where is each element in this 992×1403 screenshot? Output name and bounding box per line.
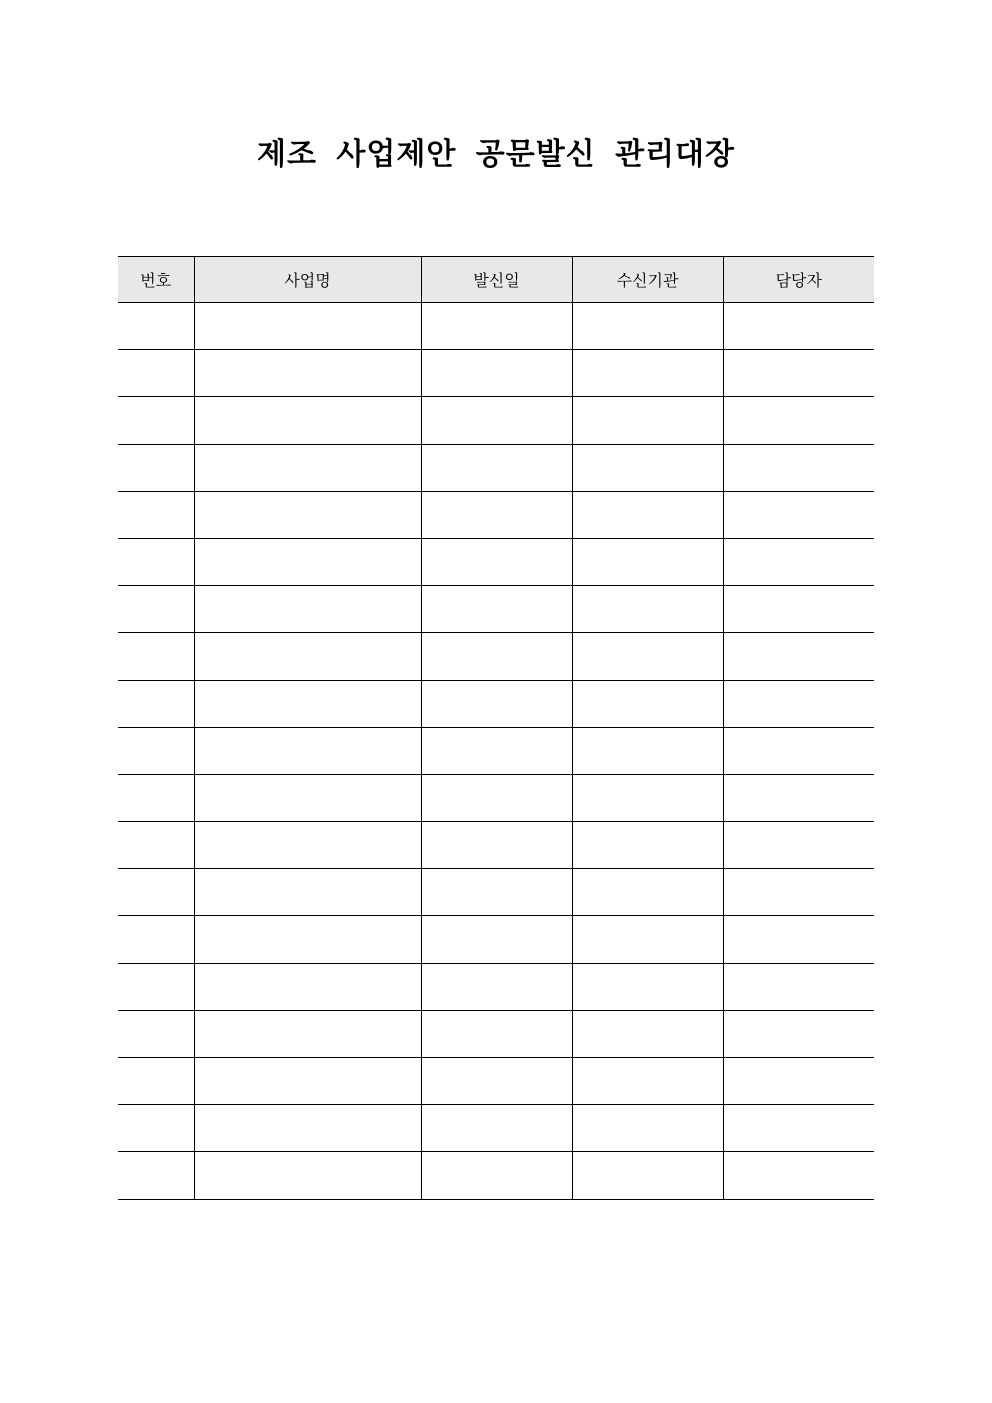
- cell-person-in-charge[interactable]: [723, 633, 874, 680]
- cell-sent-date[interactable]: [421, 727, 572, 774]
- header-recipient-agency: 수신기관: [572, 257, 723, 303]
- cell-number[interactable]: [118, 491, 194, 538]
- cell-number[interactable]: [118, 1058, 194, 1105]
- table-row: [118, 538, 874, 585]
- cell-recipient-agency[interactable]: [572, 538, 723, 585]
- cell-number[interactable]: [118, 397, 194, 444]
- cell-number[interactable]: [118, 1105, 194, 1152]
- cell-person-in-charge[interactable]: [723, 538, 874, 585]
- cell-sent-date[interactable]: [421, 586, 572, 633]
- cell-recipient-agency[interactable]: [572, 727, 723, 774]
- table-row: [118, 586, 874, 633]
- cell-project-name[interactable]: [194, 774, 421, 821]
- cell-sent-date[interactable]: [421, 397, 572, 444]
- cell-project-name[interactable]: [194, 397, 421, 444]
- table-row: [118, 774, 874, 821]
- cell-number[interactable]: [118, 727, 194, 774]
- cell-person-in-charge[interactable]: [723, 963, 874, 1010]
- cell-sent-date[interactable]: [421, 1010, 572, 1057]
- ledger-body: [118, 303, 874, 1200]
- cell-recipient-agency[interactable]: [572, 1152, 723, 1199]
- cell-number[interactable]: [118, 822, 194, 869]
- table-row: [118, 303, 874, 350]
- cell-project-name[interactable]: [194, 680, 421, 727]
- cell-number[interactable]: [118, 1152, 194, 1199]
- cell-project-name[interactable]: [194, 633, 421, 680]
- cell-project-name[interactable]: [194, 727, 421, 774]
- cell-number[interactable]: [118, 633, 194, 680]
- table-row: [118, 1152, 874, 1199]
- cell-project-name[interactable]: [194, 491, 421, 538]
- table-row: [118, 680, 874, 727]
- cell-recipient-agency[interactable]: [572, 916, 723, 963]
- cell-sent-date[interactable]: [421, 633, 572, 680]
- cell-project-name[interactable]: [194, 303, 421, 350]
- cell-sent-date[interactable]: [421, 869, 572, 916]
- table-header-row: [118, 257, 874, 303]
- cell-sent-date[interactable]: [421, 1152, 572, 1199]
- cell-number[interactable]: [118, 444, 194, 491]
- cell-recipient-agency[interactable]: [572, 1010, 723, 1057]
- table-row: [118, 491, 874, 538]
- cell-sent-date[interactable]: [421, 1058, 572, 1105]
- cell-recipient-agency[interactable]: [572, 444, 723, 491]
- table-row: [118, 822, 874, 869]
- cell-sent-date[interactable]: [421, 822, 572, 869]
- cell-number[interactable]: [118, 538, 194, 585]
- cell-person-in-charge[interactable]: [723, 1058, 874, 1105]
- table-row: [118, 916, 874, 963]
- cell-person-in-charge[interactable]: [723, 444, 874, 491]
- cell-person-in-charge[interactable]: [723, 727, 874, 774]
- table-row: [118, 397, 874, 444]
- cell-person-in-charge[interactable]: [723, 350, 874, 397]
- header-project-name: 사업명: [194, 257, 421, 303]
- cell-person-in-charge[interactable]: [723, 491, 874, 538]
- cell-project-name[interactable]: [194, 1058, 421, 1105]
- cell-person-in-charge[interactable]: [723, 774, 874, 821]
- cell-project-name[interactable]: [194, 538, 421, 585]
- cell-recipient-agency[interactable]: [572, 350, 723, 397]
- cell-recipient-agency[interactable]: [572, 586, 723, 633]
- cell-person-in-charge[interactable]: [723, 680, 874, 727]
- cell-project-name[interactable]: [194, 350, 421, 397]
- cell-person-in-charge[interactable]: [723, 869, 874, 916]
- cell-project-name[interactable]: [194, 1105, 421, 1152]
- cell-number[interactable]: [118, 303, 194, 350]
- cell-sent-date[interactable]: [421, 444, 572, 491]
- cell-sent-date[interactable]: [421, 680, 572, 727]
- table-row: [118, 727, 874, 774]
- cell-number[interactable]: [118, 1010, 194, 1057]
- table-row: [118, 350, 874, 397]
- header-number: 번호: [118, 257, 194, 303]
- cell-number[interactable]: [118, 680, 194, 727]
- cell-person-in-charge[interactable]: [723, 1105, 874, 1152]
- table-row: [118, 444, 874, 491]
- cell-number[interactable]: [118, 869, 194, 916]
- cell-sent-date[interactable]: [421, 303, 572, 350]
- cell-recipient-agency[interactable]: [572, 680, 723, 727]
- cell-recipient-agency[interactable]: [572, 822, 723, 869]
- table-row: [118, 869, 874, 916]
- cell-project-name[interactable]: [194, 586, 421, 633]
- cell-recipient-agency[interactable]: [572, 1058, 723, 1105]
- cell-recipient-agency[interactable]: [572, 774, 723, 821]
- cell-project-name[interactable]: [194, 1152, 421, 1199]
- cell-person-in-charge[interactable]: [723, 586, 874, 633]
- page-title: 제조 사업제안 공문발신 관리대장: [256, 137, 736, 172]
- cell-project-name[interactable]: [194, 963, 421, 1010]
- cell-person-in-charge[interactable]: [723, 1010, 874, 1057]
- cell-person-in-charge[interactable]: [723, 1152, 874, 1199]
- cell-number[interactable]: [118, 916, 194, 963]
- ledger-table: [118, 256, 874, 1200]
- header-sent-date: 발신일: [421, 257, 572, 303]
- cell-sent-date[interactable]: [421, 963, 572, 1010]
- cell-number[interactable]: [118, 350, 194, 397]
- cell-person-in-charge[interactable]: [723, 916, 874, 963]
- cell-project-name[interactable]: [194, 444, 421, 491]
- cell-sent-date[interactable]: [421, 350, 572, 397]
- cell-recipient-agency[interactable]: [572, 303, 723, 350]
- cell-sent-date[interactable]: [421, 1105, 572, 1152]
- table-row: [118, 1105, 874, 1152]
- cell-recipient-agency[interactable]: [572, 633, 723, 680]
- cell-sent-date[interactable]: [421, 774, 572, 821]
- cell-project-name[interactable]: [194, 1010, 421, 1057]
- table-row: [118, 963, 874, 1010]
- table-row: [118, 633, 874, 680]
- cell-project-name[interactable]: [194, 916, 421, 963]
- cell-person-in-charge[interactable]: [723, 397, 874, 444]
- cell-sent-date[interactable]: [421, 491, 572, 538]
- cell-number[interactable]: [118, 774, 194, 821]
- header-person-in-charge: 담당자: [723, 257, 874, 303]
- cell-recipient-agency[interactable]: [572, 963, 723, 1010]
- cell-project-name[interactable]: [194, 869, 421, 916]
- table-row: [118, 1058, 874, 1105]
- cell-recipient-agency[interactable]: [572, 869, 723, 916]
- cell-number[interactable]: [118, 963, 194, 1010]
- cell-number[interactable]: [118, 586, 194, 633]
- cell-recipient-agency[interactable]: [572, 397, 723, 444]
- cell-person-in-charge[interactable]: [723, 822, 874, 869]
- cell-sent-date[interactable]: [421, 916, 572, 963]
- cell-recipient-agency[interactable]: [572, 491, 723, 538]
- cell-person-in-charge[interactable]: [723, 303, 874, 350]
- cell-project-name[interactable]: [194, 822, 421, 869]
- table-row: [118, 1010, 874, 1057]
- cell-sent-date[interactable]: [421, 538, 572, 585]
- cell-recipient-agency[interactable]: [572, 1105, 723, 1152]
